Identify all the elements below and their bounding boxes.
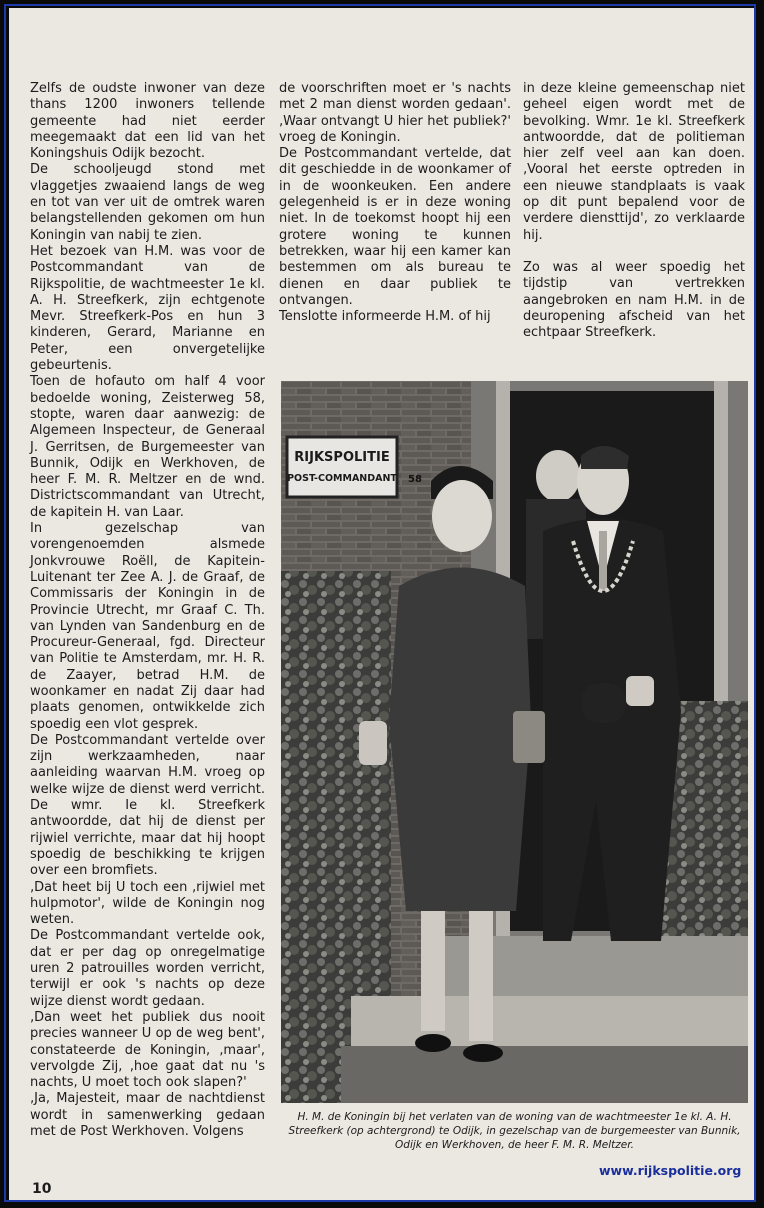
- sign-line-1: RIJKSPOLITIE: [294, 450, 390, 465]
- paragraph: Tenslotte informeerde H.M. of hij: [279, 309, 491, 325]
- paragraph: ‚Ja, Majesteit, maar de nachtdienst wordt in samenwerking gedaan met de Post Werkhoven. Volgens: [30, 1091, 265, 1139]
- text-column-2: [279, 81, 511, 325]
- house-number: 58: [408, 474, 422, 485]
- paragraph: De Postcommandant vertelde, dat dit geschiedde in de woonkamer of in de woonkeuken. Een andere gelegenheid is er in deze woning niet. In de toekomst hoopt hij een grotere woning te kunnen betrekken, waar hij een kamer kan bestemmen om als bureau te dienen en daar publiek te ontvangen.: [279, 146, 511, 308]
- page-number: 10: [32, 1181, 52, 1197]
- website-link[interactable]: www.rijkspolitie.org: [599, 1163, 742, 1178]
- paragraph: De schooljeugd stond met vlaggetjes zwaaiend langs de weg en tot van ver uit de omtrek waren belangstellenden gekomen om hun Koningin van nabij te zien.: [30, 162, 265, 243]
- paragraph: Zelfs de oudste inwoner van deze thans 1200 inwoners tellende gemeente had niet eerder meegemaakt dat een lid van het Koningshuis Odijk bezocht.: [30, 81, 265, 162]
- paragraph: De Postcommandant vertelde ook, dat er per dag op onregelmatige uren 2 patrouilles worden verricht, terwijl er ook 's nachts op deze wijze dienst wordt gedaan.: [30, 928, 265, 1009]
- paragraph: Het bezoek van H.M. was voor de Postcommandant van de Rijkspolitie, de wachtmeester 1e kl. A. H. Streefkerk, zijn echtgenote Mevr. Streefkerk-Pos en hun 3 kinderen, Gerard, Marianne en Peter, een onvergetelijke gebeurtenis.: [30, 243, 265, 374]
- text-column-1: [30, 81, 265, 1140]
- paragraph: ‚Dan weet het publiek dus nooit precies wanneer U op de weg bent', constateerde de Koningin, ‚maar', vervolgde Zij, ‚hoe gaat dat nu 's nachts, U moet toch ook slapen?': [30, 1009, 265, 1091]
- photo-caption: H. M. de Koningin bij het verlaten van de woning van de wachtmeester 1e kl. A. H. Streefkerk (op achtergrond) te Odijk, in gezelschap van de burgemeester van Bunnik, Odijk en Werkhoven, de heer F. M. R. Meltzer.: [288, 1111, 741, 1151]
- paragraph: Zo was al weer spoedig het tijdstip van vertrekken aangebroken en nam H.M. in de deuropening afscheid van het echtpaar Streefkerk.: [523, 259, 745, 341]
- paragraph: De Postcommandant vertelde over zijn werkzaamheden, naar aanleiding waarvan H.M. vroeg op welke wijze de dienst werd verricht. De wmr. Ie kl. Streefkerk antwoordde, dat hij de dienst per rijwiel verrichte, maar dat hij hoopt spoedig de beschikking te krijgen over een bromfiets.: [30, 732, 265, 879]
- magazine-page: [9, 8, 754, 1200]
- sign-line-2: POST-COMMANDANT: [287, 473, 397, 484]
- paragraph: In gezelschap van vorengenoemden alsmede Jonkvrouwe Roëll, de Kapitein-Luitenant ter Zee A. J. de Graaf, de Commissaris der Koningin in de Provincie Utrecht, mr Graaf C. Th. van Lynden van Sandenburg en de Procureur-Generaal, fgd. Directeur van Politie te Amsterdam, mr. H. R. de Zaayer, betrad H.M. de woonkamer en nadat Zij daar had plaats genomen, ontwikkelde zich spoedig een vlot gesprek.: [30, 521, 265, 732]
- paragraph: in deze kleine gemeenschap niet geheel eigen wordt met de bevolking. Wmr. 1e kl. Streefkerk antwoordde, dat de politieman hier zelf veel aan kan doen. ‚Vooral het eerste optreden in een nieuwe standplaats is vaak op dit punt bepalend voor de verdere diensttijd', zo verklaarde hij.: [523, 81, 745, 243]
- paragraph: de voorschriften moet er 's nachts met 2 man dienst worden gedaan'. ‚Waar ontvangt U hier het publiek?' vroeg de Koningin.: [279, 81, 511, 145]
- paragraph: ‚Dat heet bij U toch een ‚rijwiel met hulpmotor', wilde de Koningin nog weten.: [30, 879, 265, 928]
- text-column-3: [523, 81, 745, 341]
- paragraph: Toen de hofauto om half 4 voor bedoelde woning, Zeisterweg 58, stopte, waren daar aanwezig: de Algemeen Inspecteur, de Generaal J. Gerritsen, de Burgemeester van Bunnik, Odijk en Werkhoven, de heer F. M. R. Meltzer en de wnd. Districtscommandant van Utrecht, de kapitein H. van Laar.: [30, 374, 265, 520]
- photograph: [281, 381, 748, 1103]
